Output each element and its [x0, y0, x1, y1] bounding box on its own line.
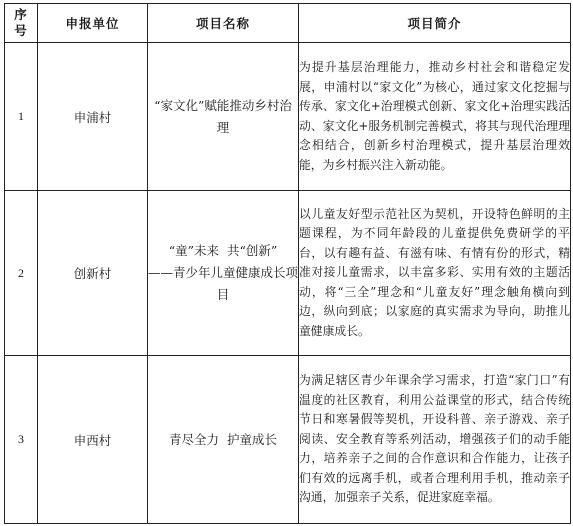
- header-seq: [5, 4, 38, 43]
- table-row: [5, 43, 571, 191]
- row-project-name: [148, 191, 299, 356]
- row-description: 以儿童友好型示范社区为契机，开设特色鲜明的主题课程，为不同年龄段的儿童提供免费研学的平台，以有趣有益、有滋有味、有情有份的形式，精准对接儿童需求，以丰富多彩、实用有效的主题活动，将“三全”理念和“儿童友好”理念触角横向到边，纵向到底；以家庭的真实需求为导向，助推儿童健康成长。: [299, 191, 571, 356]
- row-unit: 申浦村: [38, 43, 148, 191]
- header-desc: 项目简介: [299, 4, 571, 43]
- header-seq-line2: 号: [14, 23, 28, 38]
- row-seq: 1: [5, 43, 38, 191]
- row-unit: 创新村: [38, 191, 148, 356]
- row-description: 为提升基层治理能力，推动乡村社会和谐稳定发展，申浦村以“家文化”为核心，通过家文化挖掘与传承、家文化+治理模式创新、家文化+治理实践活动、家文化+服务机制完善模式，将其与现代治理理念相结合，创新乡村治理模式，提升基层治理效能，为乡村振兴注入新动能。: [299, 43, 571, 191]
- row-description: 为满足辖区青少年课余学习需求，打造“家门口”有温度的社区教育，利用公益课堂的形式，结合传统节日和寒暑假等契机，开设科普、亲子游戏、亲子阅读、安全教育等系列活动，增强孩子们的动手能力，培养亲子之间的合作意识和合作能力，让孩子们有效的远离手机，或者合理利用手机，推动亲子沟通，加强亲子关系，促进家庭幸福。: [299, 356, 571, 524]
- row-project-name-line2: ——青少年儿童健康成长项目: [148, 265, 299, 302]
- row-project-name: 青尽全力 护童成长: [148, 356, 299, 524]
- header-unit: 申报单位: [38, 4, 148, 43]
- header-row: [5, 4, 571, 43]
- table-row: [5, 356, 571, 524]
- project-table: [4, 3, 571, 524]
- header-seq-line1: 序: [14, 7, 28, 22]
- header-name: 项目名称: [148, 4, 299, 43]
- row-project-name: “家文化”赋能推动乡村治理: [148, 43, 299, 191]
- table-row: [5, 191, 571, 356]
- row-project-name-line1: “童”未来 共“创新”: [168, 243, 278, 258]
- row-seq: 2: [5, 191, 38, 356]
- row-seq: 3: [5, 356, 38, 524]
- row-unit: 申西村: [38, 356, 148, 524]
